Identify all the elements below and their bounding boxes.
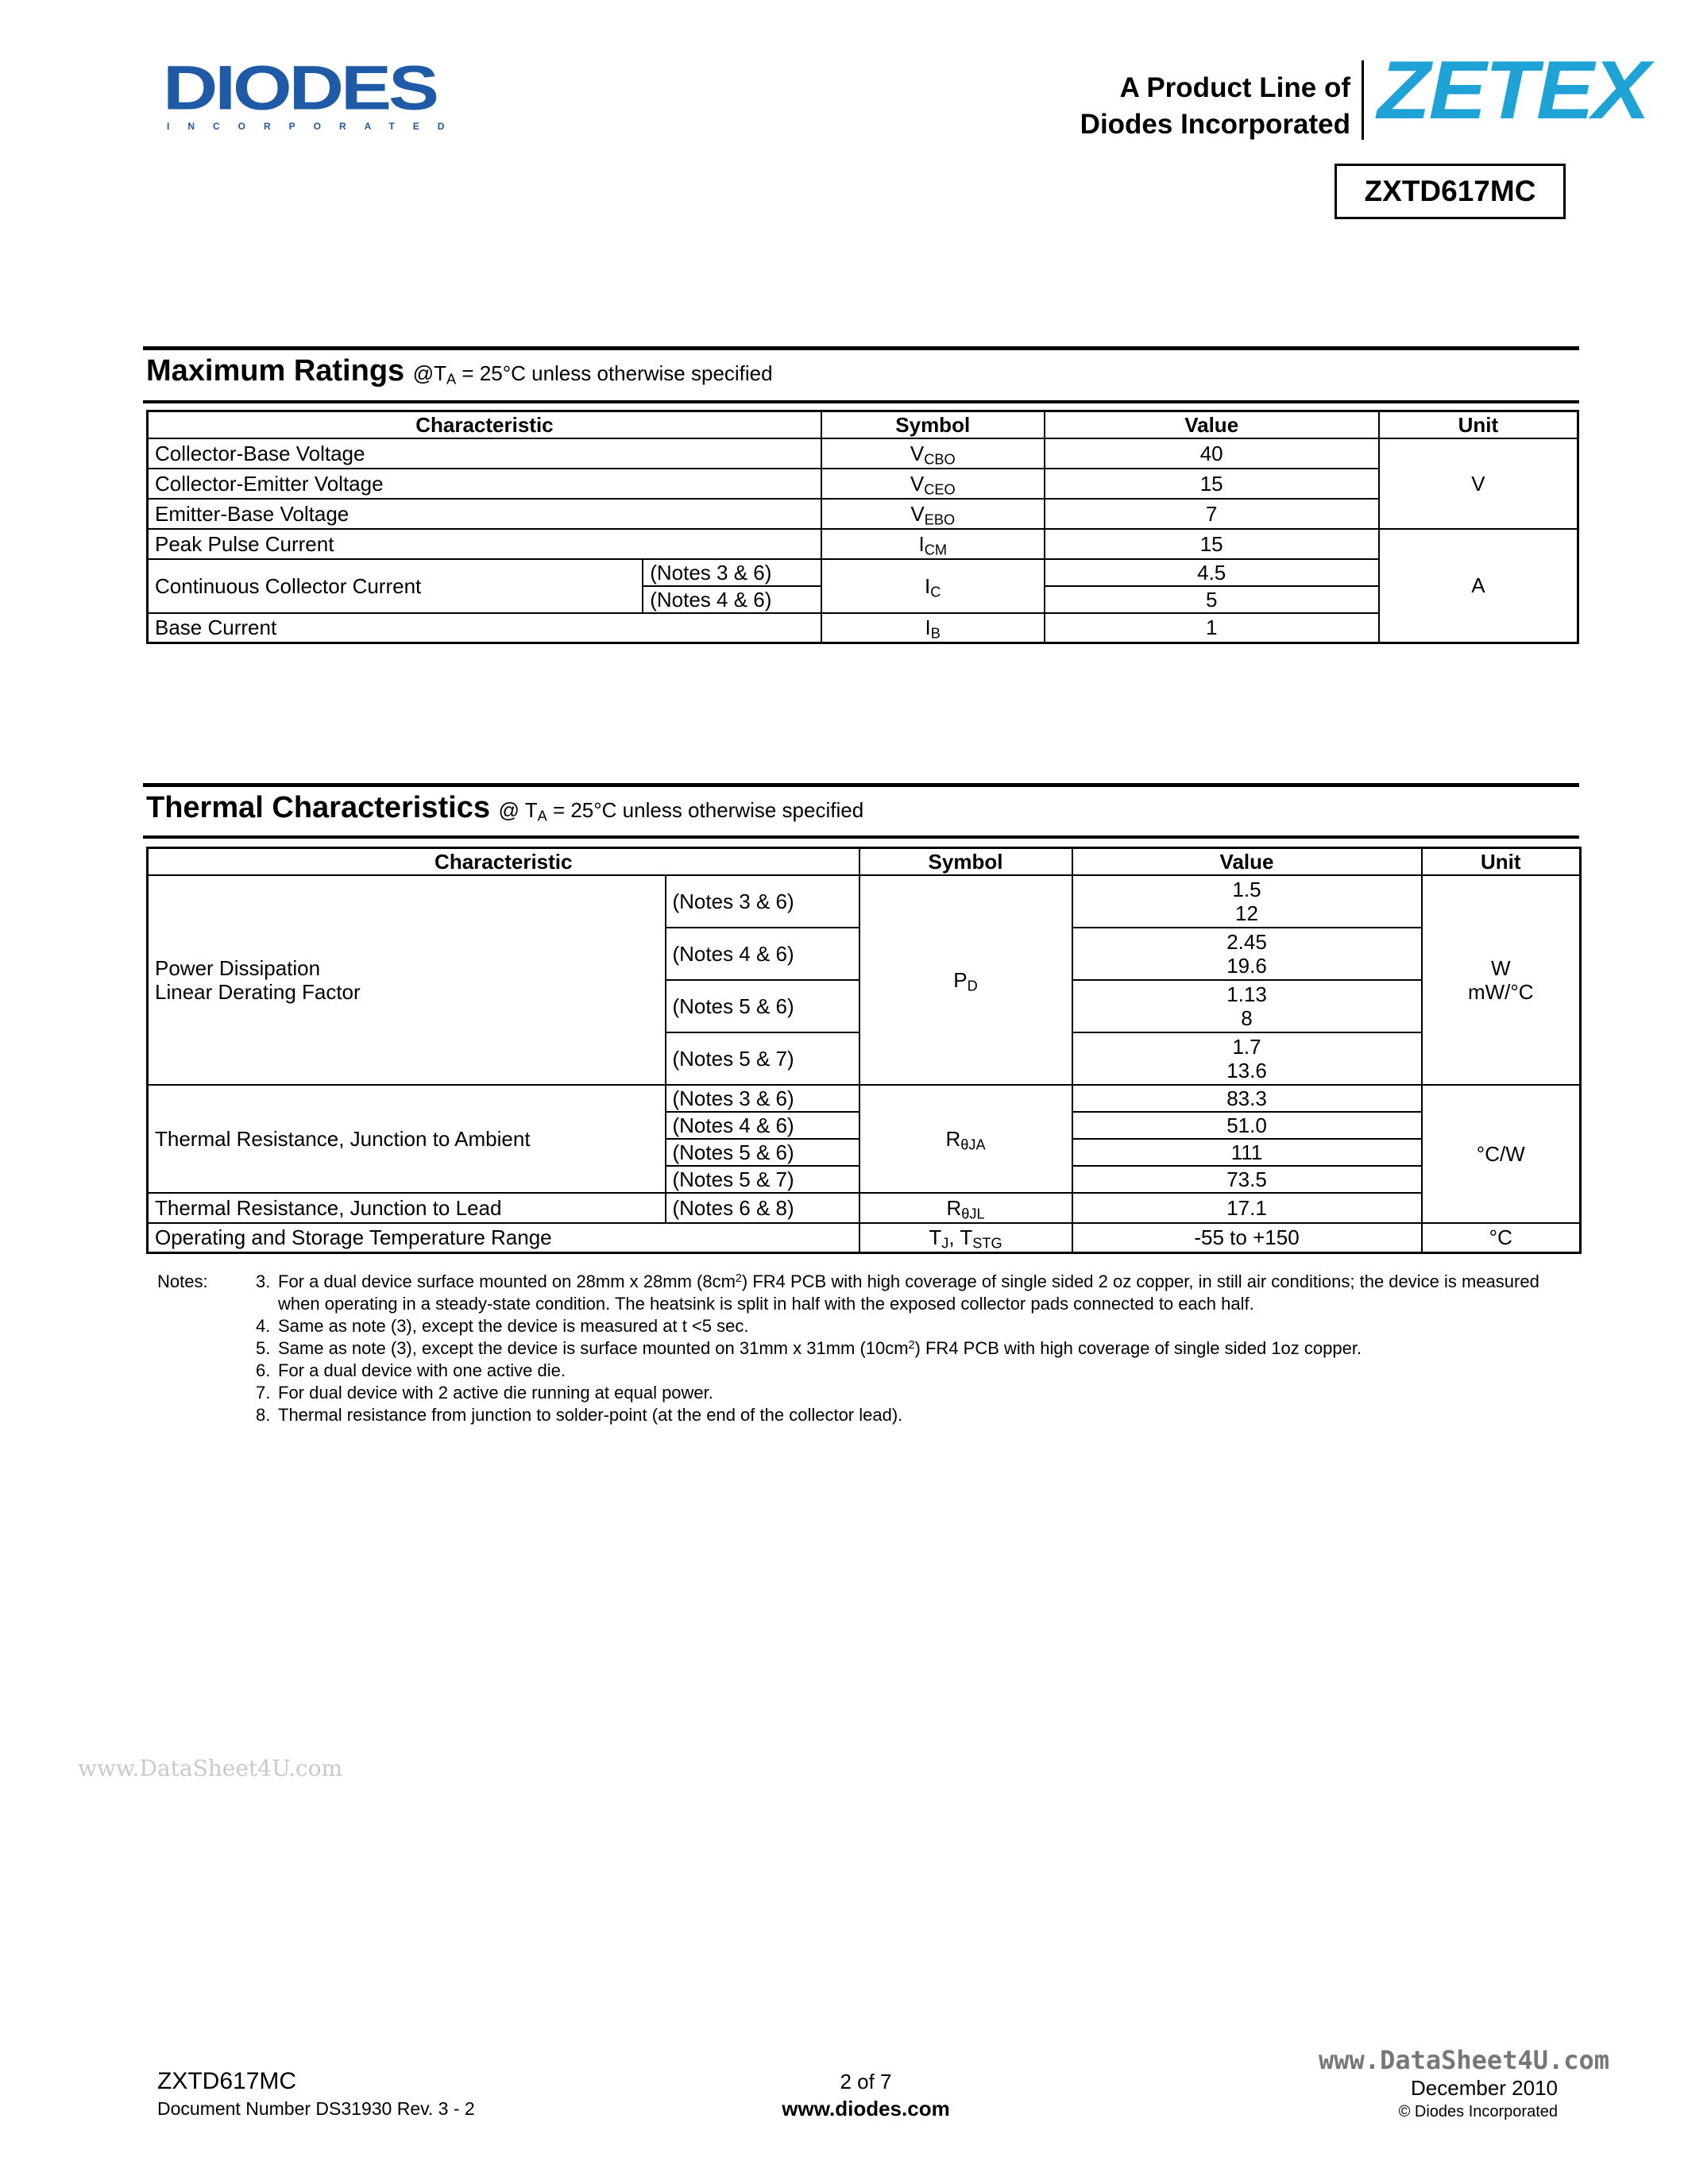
pd-unit xyxy=(1422,875,1581,1085)
row-note: (Notes 4 & 6) xyxy=(666,928,859,980)
footer-right xyxy=(1399,2068,1558,2124)
temp-unit: °C xyxy=(1422,1223,1581,1253)
row-unit-amps: A xyxy=(1379,529,1578,643)
row-value xyxy=(1072,1032,1422,1085)
max-ratings-title: Maximum Ratings xyxy=(146,354,405,388)
sym-sub: CM xyxy=(924,542,947,558)
table-row xyxy=(148,438,1578,469)
thermal-title: Thermal Characteristics xyxy=(146,791,490,824)
zetex-logo: ZETEX xyxy=(1377,44,1649,137)
row-symbol xyxy=(821,559,1045,613)
note-number: 4. xyxy=(256,1316,271,1336)
note-item xyxy=(256,1315,1574,1337)
footer-doc-number: Document Number DS31930 Rev. 3 - 2 xyxy=(157,2098,475,2119)
value-line1: 2.45 xyxy=(1226,929,1267,954)
thermal-condition xyxy=(499,798,864,822)
note-item xyxy=(256,1337,1574,1360)
col-value: Value xyxy=(1045,411,1379,438)
note-text: Thermal resistance from junction to solder-point (at the end of the collector lead). xyxy=(278,1405,903,1425)
row-note: (Notes 6 & 8) xyxy=(666,1193,859,1223)
row-unit-volts: V xyxy=(1379,438,1578,529)
sym-sub: J xyxy=(941,1235,949,1252)
sym-main: V xyxy=(910,471,925,496)
product-line-2: Diodes Incorporated xyxy=(1080,109,1350,140)
unit-line2: mW/°C xyxy=(1467,979,1534,1004)
cond-suffix: = 25°C unless otherwise specified xyxy=(547,798,864,822)
row-note: (Notes 3 & 6) xyxy=(666,875,859,928)
row-characteristic: Collector-Emitter Voltage xyxy=(148,469,821,499)
table-row xyxy=(148,1085,1581,1112)
sym-main: R xyxy=(946,1195,962,1220)
value-line2: 13.6 xyxy=(1226,1058,1267,1082)
row-characteristic: Emitter-Base Voltage xyxy=(148,499,821,529)
cond-suffix: = 25°C unless otherwise specified xyxy=(456,361,773,385)
row-value xyxy=(1072,928,1422,980)
pd-char-line2: Linear Derating Factor xyxy=(155,979,361,1004)
note-number: 7. xyxy=(256,1383,271,1403)
row-value: 1 xyxy=(1045,613,1379,643)
cond-prefix: @ T xyxy=(498,798,538,822)
note-number: 6. xyxy=(256,1360,271,1380)
section-rule-bottom xyxy=(143,400,1579,403)
note-text: For dual device with 2 active die running at equal power. xyxy=(278,1383,713,1403)
row-symbol xyxy=(821,529,1045,559)
product-line-1: A Product Line of xyxy=(1119,72,1350,103)
table-row xyxy=(148,1223,1581,1253)
col-characteristic: Characteristic xyxy=(148,848,859,875)
note-sup: 2 xyxy=(735,1271,742,1285)
row-value xyxy=(1072,980,1422,1032)
product-line-caption xyxy=(1080,70,1350,143)
section-rule-bottom xyxy=(143,835,1579,839)
row-characteristic: Peak Pulse Current xyxy=(148,529,821,559)
footer-page: 2 of 7 xyxy=(840,2070,892,2093)
part-number-box: ZXTD617MC xyxy=(1335,164,1566,219)
pd-symbol xyxy=(859,875,1072,1085)
watermark-right[interactable]: www.DataSheet4U.com xyxy=(1319,2045,1610,2075)
sym-main: I xyxy=(925,573,931,598)
cond-prefix: @T xyxy=(412,361,447,385)
note-text: ) FR4 PCB with high coverage of single sided 2 oz copper, in still air conditions; the device is measured when operating in a steady-state condition. The heatsink is split in half with the exposed collector pads connected to each half. xyxy=(278,1271,1539,1314)
rjl-symbol xyxy=(859,1193,1072,1223)
sym-sub: B xyxy=(930,625,941,642)
row-note: (Notes 5 & 6) xyxy=(666,980,859,1032)
sym-sub: STG xyxy=(972,1235,1002,1252)
sym-main: R xyxy=(945,1126,961,1151)
value-line2: 8 xyxy=(1241,1005,1253,1030)
row-value: 15 xyxy=(1045,529,1379,559)
row-note: (Notes 4 & 6) xyxy=(643,586,821,613)
sym-main: P xyxy=(953,967,968,992)
max-ratings-heading xyxy=(146,354,773,388)
table-row xyxy=(148,529,1578,559)
thermal-heading xyxy=(146,791,863,825)
row-value: 73.5 xyxy=(1072,1166,1422,1193)
table-row xyxy=(148,875,1581,928)
footer-left xyxy=(157,2068,475,2122)
footer-website-link[interactable]: www.diodes.com xyxy=(782,2097,950,2120)
unit-line1: W xyxy=(1490,955,1511,980)
row-value: 17.1 xyxy=(1072,1193,1422,1223)
note-item xyxy=(256,1271,1574,1315)
row-value: 83.3 xyxy=(1072,1085,1422,1112)
row-characteristic: Collector-Base Voltage xyxy=(148,438,821,469)
section-rule-top xyxy=(143,783,1579,787)
max-ratings-table xyxy=(146,410,1579,644)
temp-characteristic: Operating and Storage Temperature Range xyxy=(148,1223,859,1253)
sym-sub: D xyxy=(967,978,978,994)
note-text: For a dual device with one active die. xyxy=(278,1360,566,1380)
note-text: For a dual device surface mounted on 28mm x 28mm (8cm xyxy=(278,1271,736,1291)
row-value: -55 to +150 xyxy=(1072,1223,1422,1253)
value-line2: 19.6 xyxy=(1226,953,1267,978)
row-note: (Notes 5 & 7) xyxy=(666,1032,859,1085)
note-item xyxy=(256,1360,1574,1382)
row-note: (Notes 5 & 6) xyxy=(666,1139,859,1166)
row-note: (Notes 5 & 7) xyxy=(666,1166,859,1193)
footer-copyright: © Diodes Incorporated xyxy=(1398,2103,1558,2120)
note-text: ) FR4 PCB with high coverage of single sided 1oz copper. xyxy=(914,1338,1362,1358)
diodes-logo-subtext: INCORPORATED xyxy=(167,121,463,132)
row-value: 15 xyxy=(1045,469,1379,499)
sym-sub: C xyxy=(930,584,941,600)
row-value: 51.0 xyxy=(1072,1112,1422,1139)
col-unit: Unit xyxy=(1422,848,1581,875)
section-rule-top xyxy=(143,346,1579,350)
sym-sub: CBO xyxy=(924,451,956,468)
footer-date: December 2010 xyxy=(1411,2076,1558,2100)
sym-main: V xyxy=(910,441,925,465)
col-characteristic: Characteristic xyxy=(148,411,821,438)
note-number: 5. xyxy=(256,1338,271,1358)
sym-main: I xyxy=(918,531,925,556)
watermark-left[interactable]: www.DataSheet4U.com xyxy=(78,1755,343,1781)
note-text: Same as note (3), except the device is measured at t <5 sec. xyxy=(278,1316,749,1336)
col-unit: Unit xyxy=(1379,411,1578,438)
row-symbol xyxy=(821,613,1045,643)
rjl-characteristic: Thermal Resistance, Junction to Lead xyxy=(148,1193,666,1223)
footer-center xyxy=(778,2068,953,2122)
sym-main: I xyxy=(925,615,931,640)
cond-sub: A xyxy=(537,808,547,824)
row-value: 4.5 xyxy=(1045,559,1379,586)
table-header-row xyxy=(148,411,1578,438)
footer-part: ZXTD617MC xyxy=(157,2068,297,2094)
row-note: (Notes 4 & 6) xyxy=(666,1112,859,1139)
note-text: Same as note (3), except the device is surface mounted on 31mm x 31mm (10cm xyxy=(278,1338,909,1358)
diodes-logo: DIODES xyxy=(163,53,437,123)
sym-sub: CEO xyxy=(924,481,956,498)
row-characteristic: Continuous Collector Current xyxy=(148,559,643,613)
col-symbol: Symbol xyxy=(859,848,1072,875)
col-value: Value xyxy=(1072,848,1422,875)
row-symbol xyxy=(821,438,1045,469)
row-value: 111 xyxy=(1072,1139,1422,1166)
note-number: 8. xyxy=(256,1405,271,1425)
table-row xyxy=(148,1193,1581,1223)
notes-list xyxy=(256,1271,1574,1426)
sym-main: T xyxy=(929,1225,942,1250)
pd-char-line1: Power Dissipation xyxy=(155,955,321,980)
row-value xyxy=(1072,875,1422,928)
thermal-table xyxy=(146,847,1582,1254)
sym-sep: , T xyxy=(948,1225,973,1250)
row-value: 7 xyxy=(1045,499,1379,529)
note-item xyxy=(256,1404,1574,1426)
value-line1: 1.5 xyxy=(1232,877,1261,901)
table-row xyxy=(148,613,1578,643)
sym-sub: θJL xyxy=(961,1206,985,1222)
row-value: 40 xyxy=(1045,438,1379,469)
pd-characteristic xyxy=(148,875,666,1085)
value-line2: 12 xyxy=(1235,901,1258,925)
rja-symbol xyxy=(859,1085,1072,1193)
sym-sub: EBO xyxy=(924,511,956,528)
cond-sub: A xyxy=(446,371,457,388)
sym-main: V xyxy=(910,501,925,526)
temp-symbol xyxy=(859,1223,1072,1253)
row-value: 5 xyxy=(1045,586,1379,613)
row-note: (Notes 3 & 6) xyxy=(643,559,821,586)
max-ratings-condition xyxy=(412,361,773,388)
sym-sub: θJA xyxy=(960,1136,986,1153)
note-number: 3. xyxy=(256,1271,271,1291)
row-symbol xyxy=(821,469,1045,499)
table-header-row xyxy=(148,848,1581,875)
rja-characteristic: Thermal Resistance, Junction to Ambient xyxy=(148,1085,666,1193)
table-row xyxy=(148,469,1578,499)
row-characteristic: Base Current xyxy=(148,613,821,643)
table-row xyxy=(148,559,1578,586)
notes-label: Notes: xyxy=(157,1271,208,1291)
table-row xyxy=(148,499,1578,529)
rja-unit: °C/W xyxy=(1422,1085,1581,1223)
col-symbol: Symbol xyxy=(821,411,1045,438)
note-sup: 2 xyxy=(908,1338,915,1352)
value-line1: 1.7 xyxy=(1232,1034,1261,1059)
row-symbol xyxy=(821,499,1045,529)
header-divider xyxy=(1362,60,1364,140)
note-item xyxy=(256,1382,1574,1404)
value-line1: 1.13 xyxy=(1226,982,1267,1006)
row-note: (Notes 3 & 6) xyxy=(666,1085,859,1112)
